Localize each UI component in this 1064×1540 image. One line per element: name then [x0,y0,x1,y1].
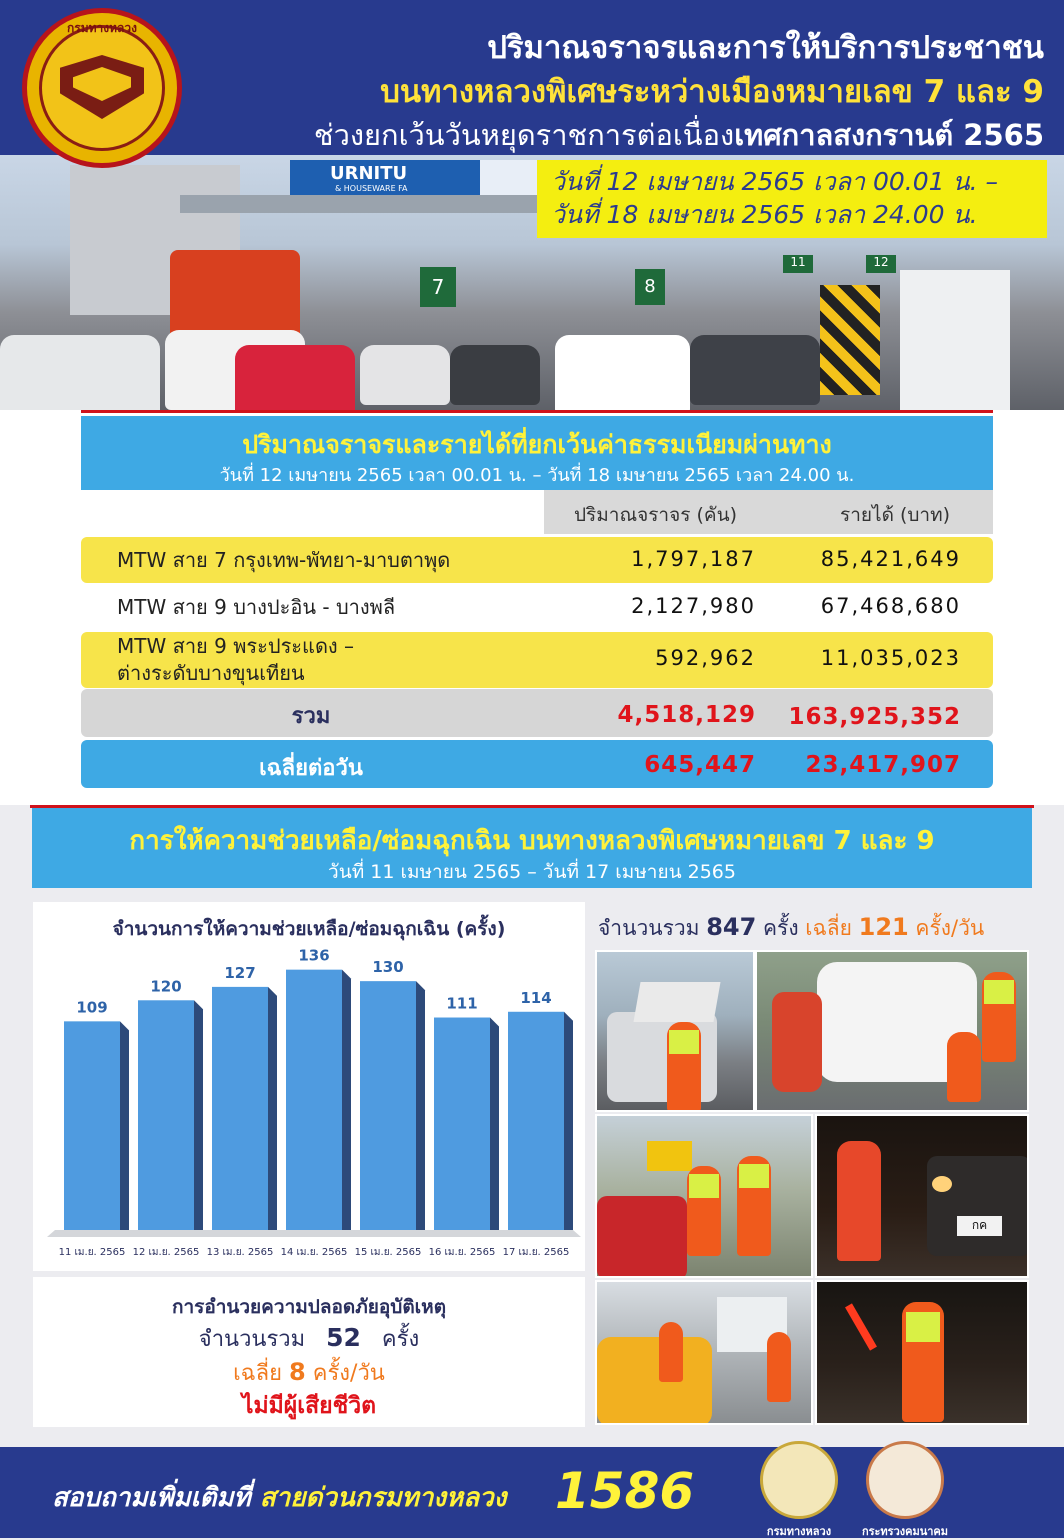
bar-value-label: 127 [224,963,256,982]
bar-side [194,1000,203,1230]
bar-value-label: 120 [150,977,182,996]
page-title: ปริมาณจราจรและการให้บริการประชาชน [487,30,1044,66]
summary-prefix: จำนวนรวม [598,916,700,940]
revenue-value: 67,468,680 [820,594,961,618]
bar-side [490,1018,499,1230]
tire-change-photo [755,950,1029,1112]
traffic-value: 1,797,187 [631,547,756,571]
night-assist-photo [815,1114,1029,1278]
summary-unit: ครั้ง [763,916,799,940]
total-revenue: 163,925,352 [788,704,961,730]
x-tick-label: 17 เม.ย. 2565 [502,1247,570,1258]
assist-section-subtitle: วันที่ 11 เมษายน 2565 – วันที่ 17 เมษายน 2565 [328,861,736,883]
bar [64,1021,120,1230]
assist-summary [598,912,1028,945]
x-tick-label: 14 เม.ย. 2565 [280,1247,348,1258]
date-range-start: วันที่ 12 เมษายน 2565 เวลา 00.01 น. – [551,167,998,196]
bar-chart [33,902,585,1271]
bar-side [416,981,425,1230]
total-label: รวม [291,704,331,729]
x-tick-label: 11 เม.ย. 2565 [58,1247,126,1258]
hotline-number: 1586 [555,1462,695,1520]
bar-side [268,987,277,1230]
bar-value-label: 111 [446,994,478,1013]
x-tick-label: 15 เม.ย. 2565 [354,1247,422,1258]
summary-avg-label: เฉลี่ย [805,916,852,940]
average-row [81,740,993,788]
night-traffic-control-photo [815,1280,1029,1425]
traffic-value: 592,962 [655,646,756,670]
bar [138,1000,194,1230]
department-logo [22,8,182,168]
license-plate: กค [957,1216,1002,1236]
divider [81,410,993,413]
safety-total-value: 52 [326,1323,361,1352]
table-row [81,585,993,630]
footer-banner [0,1447,1064,1538]
safety-total [33,1321,585,1356]
column-header-traffic: ปริมาณจราจร (คัน) [574,504,737,526]
bar [360,981,416,1230]
lane-sign: 12 [866,255,896,273]
store-sign-sub: & HOUSEWARE FA [335,184,408,193]
route-name: MTW สาย 7 กรุงเทพ-พัทยา-มาบตาพุด [117,548,451,572]
footer-contact-text [52,1477,506,1518]
route-name: MTW สาย 9 พระประแดง – [117,634,355,658]
assist-chart [33,902,585,1271]
summary-avg-unit: ครั้ง/วัน [915,916,985,940]
safety-average [33,1355,585,1390]
toll-section-header [81,416,993,490]
route-name-continued: ต่างระดับบางขุนเทียน [117,661,305,685]
table-row [81,632,993,688]
bar-value-label: 130 [372,958,404,977]
total-row [81,689,993,737]
summary-avg: 121 [858,913,909,941]
toll-section-subtitle: วันที่ 12 เมษายน 2565 เวลา 00.01 น. – วันที่ 18 เมษายน 2565 เวลา 24.00 น. [219,465,855,486]
average-revenue: 23,417,907 [805,752,961,778]
toll-section-title: ปริมาณจราจรและรายได้ที่ยกเว้นค่าธรรมเนียมผ่านทาง [242,430,832,459]
lane-sign: 11 [783,255,813,273]
roadside-assist-photo [595,1114,813,1278]
footer-prefix: สอบถามเพิ่มเติมที่ [52,1483,251,1513]
bar-value-label: 114 [520,988,552,1007]
summary-total: 847 [706,913,757,941]
accident-safety-box [33,1277,585,1427]
average-traffic: 645,447 [644,752,756,778]
date-range-end: วันที่ 18 เมษายน 2565 เวลา 24.00 น. [551,200,978,229]
bar [508,1012,564,1230]
traffic-value: 2,127,980 [631,594,756,618]
bar-side [120,1021,129,1230]
total-traffic: 4,518,129 [617,702,756,728]
x-tick-label: 16 เม.ย. 2565 [428,1247,496,1258]
lane-sign: 8 [635,269,665,305]
safety-title: การอำนวยความปลอดภัยอุบัติเหตุ [171,1296,447,1318]
bar-value-label: 136 [298,946,330,965]
seal-caption: กระทรวงคมนาคม [861,1525,949,1538]
lane-sign: 7 [420,267,456,307]
safety-avg-unit: ครั้ง/วัน [312,1361,385,1386]
revenue-value: 11,035,023 [820,646,961,670]
bar-side [564,1012,573,1230]
bar-side [342,970,351,1230]
date-range-box [537,160,1047,238]
x-tick-label: 13 เม.ย. 2565 [206,1247,274,1258]
bar [286,970,342,1230]
safety-avg-prefix: เฉลี่ย [233,1361,283,1386]
x-tick-label: 12 เม.ย. 2565 [132,1247,200,1258]
chart-title: จำนวนการให้ความช่วยเหลือ/ซ่อมฉุกเฉิน (ครั้ง) [112,918,506,940]
footer-hotline-label: สายด่วนกรมทางหลวง [259,1483,507,1513]
bar [212,987,268,1230]
store-sign: URNITU [330,163,408,184]
revenue-value: 85,421,649 [820,547,961,571]
safety-total-unit: ครั้ง [381,1327,420,1352]
average-label: เฉลี่ยต่อวัน [259,756,363,781]
assist-section-header [32,808,1032,888]
fatality-status: ไม่มีผู้เสียชีวิต [241,1393,377,1419]
period-title [314,112,1044,158]
safety-avg-value: 8 [289,1358,306,1386]
table-header [544,490,993,534]
ministry-seal-icon [866,1441,944,1519]
seal-caption: กรมทางหลวง [766,1525,832,1538]
page-subtitle: บนทางหลวงพิเศษระหว่างเมืองหมายเลข 7 และ 9 [380,74,1044,110]
repair-photo [595,950,755,1112]
assist-section-title: การให้ความช่วยเหลือ/ซ่อมฉุกเฉิน บนทางหลวงพิเศษหมายเลข 7 และ 9 [129,826,935,856]
route-name: MTW สาย 9 บางปะอิน - บางพลี [117,595,396,619]
department-seal-icon [760,1441,838,1519]
table-row [81,537,993,583]
chart-floor [47,1230,581,1237]
safety-total-prefix: จำนวนรวม [198,1327,306,1352]
festival-name: เทศกาลสงกรานต์ 2565 [734,118,1044,152]
bar-value-label: 109 [76,998,108,1017]
logo-text: กรมทางหลวง [67,21,137,35]
bar [434,1018,490,1230]
column-header-revenue: รายได้ (บาท) [840,504,951,526]
period-prefix: ช่วงยกเว้นวันหยุดราชการต่อเนื่อง [313,118,735,152]
accident-scene-photo [595,1280,813,1425]
